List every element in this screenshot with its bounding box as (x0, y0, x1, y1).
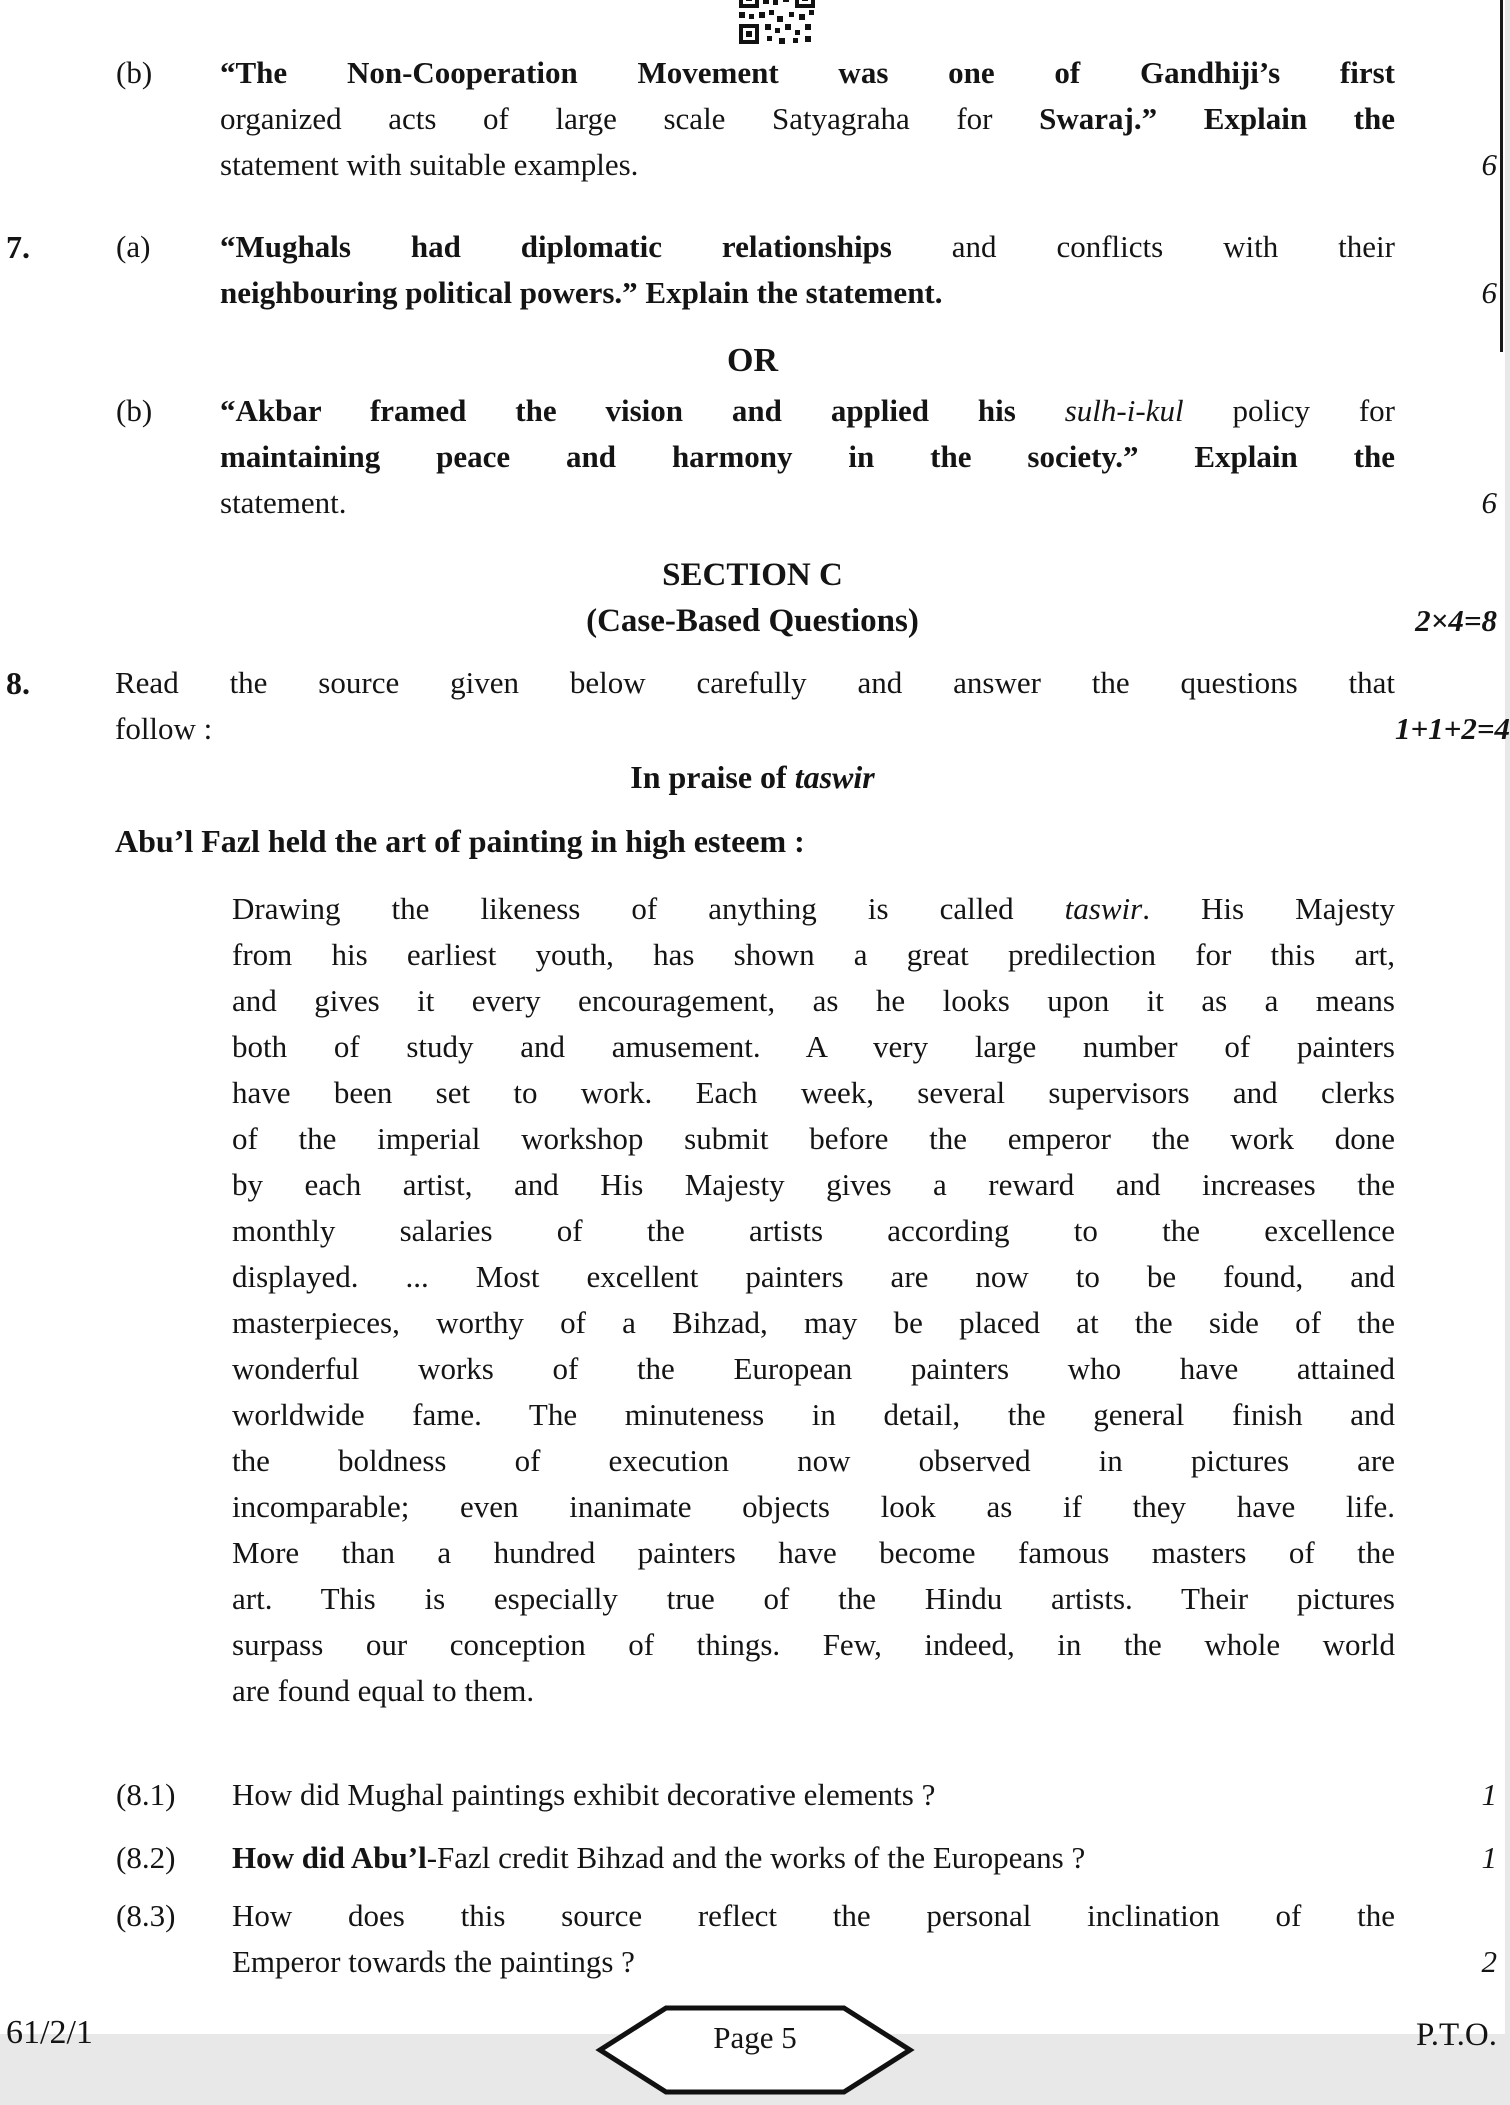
question-7a (0, 224, 1505, 316)
question-7b-marks: 6 (1481, 485, 1497, 520)
question-8-number: 8. (6, 665, 30, 701)
question-8-3 (0, 1893, 1505, 1985)
source-passage: Drawing the likeness of anything is called taswir. His Majesty from his earliest youth, has shown a great predilection for this art, and gives it every encouragement, as he looks upon it as a means both of study and amusement. A very large number of painters have been set to work. Each week, several supervisors and clerks of the imperial workshop submit before the emperor the work done by each artist, and His Majesty gives a reward and increases the monthly salaries of the artists according to the excellence displayed. ... Most excellent painters are now to be found, and masterpieces, worthy of a Bihzad, may be placed at the side of the wonderful works of the European painters who have attained worldwide fame. The minuteness in detail, the general finish and the boldness of execution now observed in pictures are incomparable; even inanimate objects look as if they have life. More than a hundred painters have become famous masters of the art. This is especially true of the Hindu artists. Their pictures surpass our conception of things. Few, indeed, in the whole world are found equal to them. (232, 891, 1396, 1708)
question-6b-marks: 6 (1481, 147, 1497, 182)
question-7a-text: “Mughals had diplomatic relationships and conflicts with their neighbouring political powers.” Explain the statement. (220, 229, 1395, 310)
question-8-3-text: How does this source reflect the personal inclination of the Emperor towards the paintings ? (232, 1898, 1395, 1979)
question-8-intro (0, 660, 1510, 752)
or-separator: OR (727, 342, 778, 379)
question-8-2 (0, 1835, 1505, 1881)
spacer (0, 1772, 110, 1818)
question-7b (0, 388, 1505, 526)
question-8-1-text: How did Mughal paintings exhibit decorative elements ? (232, 1777, 936, 1812)
spacer (0, 1893, 110, 1985)
section-c-title: SECTION C (662, 557, 843, 593)
source-intro-heading: Abu’l Fazl held the art of painting in high esteem : (115, 823, 805, 859)
page-number-hexagon (600, 2008, 910, 2105)
question-6b-text: “The Non-Cooperation Movement was one of Gandhiji’s first organized acts of large scale Satyagraha for Swaraj.” Explain the statement with suitable examples. (220, 55, 1396, 182)
question-7-number: 7. (6, 229, 30, 265)
section-c-marks: 2×4=8 (1415, 603, 1497, 638)
section-c-subtitle: (Case-Based Questions) (586, 603, 919, 639)
page-number-text: Page 5 (713, 2020, 797, 2055)
footer-paper-code: 61/2/1 (6, 2014, 93, 2051)
source-title: In praise of taswir (630, 759, 875, 795)
spacer (0, 1835, 110, 1881)
question-8-intro-text: Read the source given below carefully and answer the questions that follow : (115, 665, 1395, 746)
question-7b-label: (b) (116, 393, 153, 428)
question-8-1-label: (8.1) (116, 1777, 176, 1812)
question-8-marks: 1+1+2=4 (1395, 711, 1510, 746)
question-8-2-text: How did Abu’l-Fazl credit Bihzad and the works of the Europeans ? (232, 1840, 1086, 1875)
question-7a-label: (a) (116, 229, 151, 264)
question-number (0, 50, 110, 188)
question-6b-label: (b) (116, 55, 153, 90)
question-8-2-marks: 1 (1481, 1840, 1497, 1875)
question-8-3-label: (8.3) (116, 1898, 176, 1933)
question-8-1-marks: 1 (1481, 1777, 1497, 1812)
question-number (0, 388, 110, 526)
question-6b (0, 50, 1505, 188)
question-8-1 (0, 1772, 1505, 1818)
question-7a-marks: 6 (1481, 275, 1497, 310)
question-8-3-marks: 2 (1481, 1944, 1497, 1979)
question-7b-text: “Akbar framed the vision and applied his sulh-i-kul policy for maintaining peace and harmony in the society.” Explain the statement. (220, 393, 1395, 520)
footer-pto: P.T.O. (1416, 2017, 1497, 2053)
question-8-2-label: (8.2) (116, 1840, 176, 1875)
